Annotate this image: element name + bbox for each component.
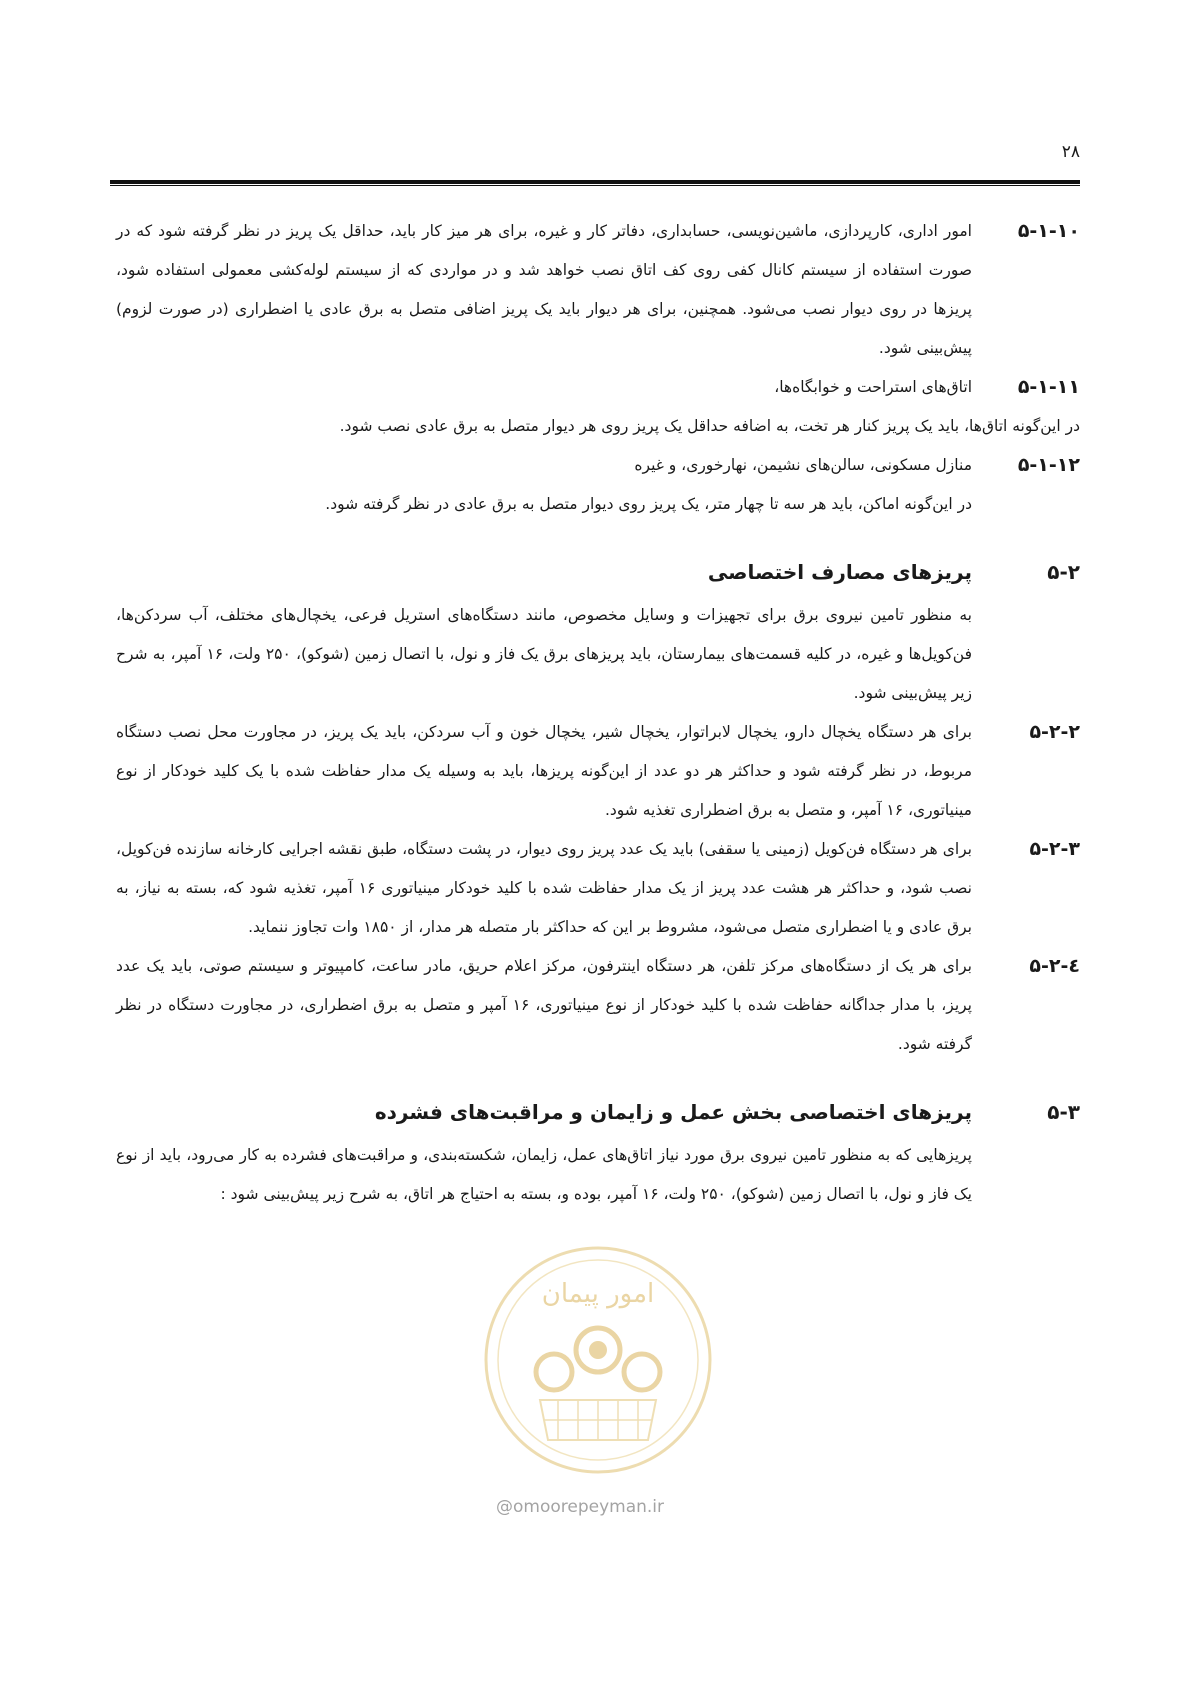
clause-5-2-4 [116,947,1080,1064]
clause-text: اتاق‌های استراحت و خوابگاه‌ها، [774,378,972,396]
section-title: پریزهای اختصاصی بخش عمل و زایمان و مراقبت‌های فشرده [374,1100,972,1124]
section-5-2-intro: به منظور تامین نیروی برق برای تجهیزات و وسایل مخصوص، مانند دستگاه‌های استریل فرعی، یخچال‌های مختلف، آب سردکن‌ها، فن‌کویل‌ها و غیره، در کلیه قسمت‌های بیمارستان، باید پریزهای برق یک فاز و نول، با اتصال زمین (شوکو)، ۲۵۰ ولت، ۱۶ آمپر، به شرح زیر پیش‌بینی شود. [116,606,972,702]
clause-5-1-12-body: در این‌گونه اماکن، باید هر سه تا چهار متر، یک پریز روی دیوار متصل به برق عادی در نظر گرفته شود. [325,495,972,513]
page-content [116,212,1080,1214]
clause-text: برای هر یک از دستگاه‌های مرکز تلفن، هر دستگاه اینترفون، مرکز اعلام حریق، مادر ساعت، کامپیوتر و سیستم صوتی، باید یک عدد پریز، با مدار جداگانه حفاظت شده با کلید خودکار از نوع مینیاتوری، ۱۶ آمپر و متصل به برق اضطراری، در مجاورت دستگاه در نظر گرفته شود. [116,957,973,1053]
watermark-logo-icon [478,1240,718,1480]
clause-number: ۵-۱-۱۱ [1017,376,1080,398]
clause-number: ۵-۲-۳ [1029,838,1080,860]
watermark-url: @omoorepeyman.ir [496,1497,665,1517]
clause-text: برای هر دستگاه فن‌کویل (زمینی یا سقفی) باید یک عدد پریز روی دیوار، در پشت دستگاه، طبق نقشه اجرایی کارخانه سازنده فن‌کویل، نصب شود، و حداکثر هر هشت عدد پریز از یک مدار حفاظت شده با کلید خودکار مینیاتوری ۱۶ آمپر، تغذیه شود که، بسته به نیاز، به برق عادی و یا اضطراری متصل می‌شود، مشروط بر این که حداکثر بار متصله هر مدار، از ۱۸۵۰ وات تجاوز ننماید. [116,840,972,936]
clause-5-1-12 [116,446,1080,485]
clause-text: منازل مسکونی، سالن‌های نشیمن، نهارخوری، و غیره [634,456,972,474]
watermark-logo-text: امور پیمان [541,1279,655,1309]
section-heading-5-3 [116,1092,1080,1132]
section-title: پریزهای مصارف اختصاصی [707,560,972,584]
clause-5-2-3 [116,830,1080,947]
clause-number: ۵-۲-۲ [1029,721,1080,743]
clause-5-2-2 [116,713,1080,830]
clause-5-1-11-body: در این‌گونه اتاق‌ها، باید یک پریز کنار هر تخت، به اضافه حداقل یک پریز روی هر دیوار متصل به برق عادی نصب شود. [339,417,1080,435]
clause-number: ۵-۱-۱۲ [1017,454,1080,476]
clause-text: امور اداری، کارپردازی، ماشین‌نویسی، حسابداری، دفاتر کار و غیره، برای هر میز کار باید، حداقل یک پریز در نظر گرفته شود که در صورت استفاده از سیستم کانال کفی روی کف اتاق نصب خواهد شد و در مواردی که از سیستم لوله‌کشی معمولی استفاده شود، پریزها در روی دیوار نصب می‌شود. همچنین، برای هر دیوار باید یک پریز اضافی متصل به برق عادی یا اضطراری (در صورت لزوم) پیش‌بینی شود. [116,222,972,357]
header-rule [110,180,1080,186]
clause-number: ۵-۱-۱۰ [1017,220,1080,242]
section-5-3-intro: پریزهایی که به منظور تامین نیروی برق مورد نیاز اتاق‌های عمل، زایمان، شکسته‌بندی، و مراقبت‌های فشرده به کار می‌رود، باید از نوع یک فاز و نول، با اتصال زمین (شوکو)، ۲۵۰ ولت، ۱۶ آمپر، بوده و، بسته به احتیاج هر اتاق، به شرح زیر پیش‌بینی شود : [116,1146,972,1203]
section-number: ۵-۳ [1047,1100,1080,1124]
clause-number: ۵-۲-٤ [1029,955,1080,977]
clause-text: برای هر دستگاه یخچال دارو، یخچال لابراتوار، یخچال شیر، یخچال خون و آب سردکن، باید یک پریز، در مجاورت محل نصب دستگاه مربوط، در نظر گرفته شود و حداکثر هر دو عدد از این‌گونه پریزها، باید به وسیله یک مدار حفاظت شده با یک کلید خودکار از نوع مینیاتوری، ۱۶ آمپر، و متصل به برق اضطراری تغذیه شود. [116,723,972,819]
page-number: ۲۸ [1061,142,1080,162]
clause-5-1-11 [116,368,1080,407]
clause-5-1-10 [116,212,1080,368]
section-number: ۵-۲ [1047,560,1080,584]
section-heading-5-2 [116,552,1080,592]
